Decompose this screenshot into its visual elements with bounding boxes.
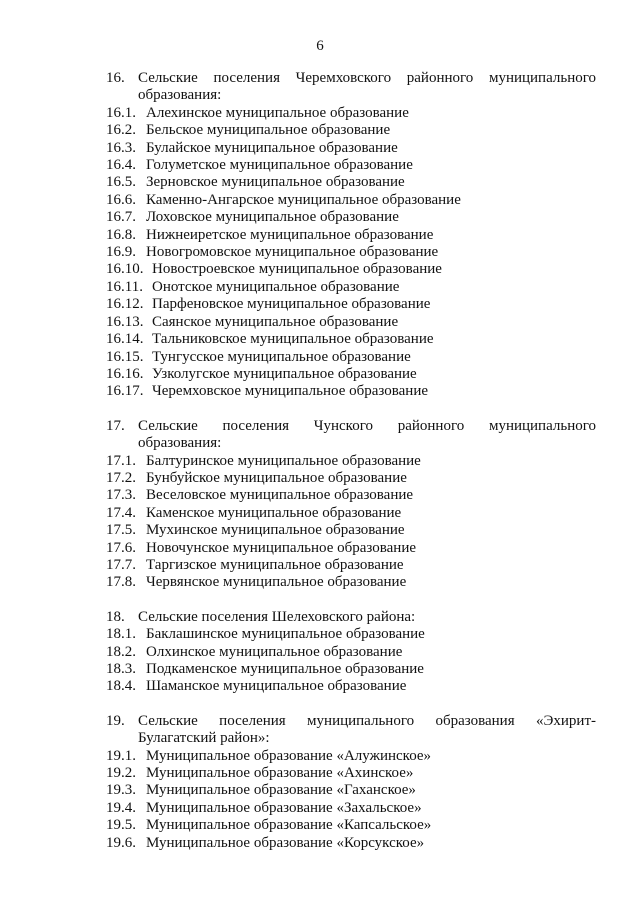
item-number: 16.8. (106, 226, 136, 243)
item-text: Мухинское муниципальное образование (146, 522, 405, 539)
list-item (106, 644, 596, 661)
list-item (106, 383, 596, 400)
item-number: 19.3. (106, 782, 136, 799)
section-19 (106, 713, 596, 852)
section-heading (106, 418, 596, 453)
item-number: 16.3. (106, 139, 136, 156)
item-number: 19.4. (106, 799, 136, 816)
list-item (106, 227, 596, 244)
item-number: 19.1. (106, 747, 136, 764)
item-text: Тальниковское муниципальное образование (152, 331, 434, 348)
item-number: 16.1. (106, 104, 136, 121)
item-number: 16.2. (106, 122, 136, 139)
item-number: 17.2. (106, 469, 136, 486)
item-number: 17.8. (106, 574, 136, 591)
item-text: Черемховское муниципальное образование (152, 383, 428, 400)
item-text: Муниципальное образование «Капсальское» (146, 817, 432, 834)
list-item (106, 349, 596, 366)
item-text: Лоховское муниципальное образование (146, 209, 399, 226)
item-number: 16.6. (106, 191, 136, 208)
item-text: Новочунское муниципальное образование (146, 539, 417, 556)
list-item (106, 765, 596, 782)
item-text: Алехинское муниципальное образование (146, 104, 409, 121)
item-number: 17.7. (106, 556, 136, 573)
section-heading (106, 609, 596, 626)
item-number: 16.5. (106, 174, 136, 191)
section-heading (106, 713, 596, 748)
section-18 (106, 609, 596, 696)
section-number: 19. (106, 712, 125, 729)
item-text: Булайское муниципальное образование (146, 139, 398, 156)
item-text: Каменское муниципальное образование (146, 504, 402, 521)
list-item (106, 505, 596, 522)
item-number: 18.4. (106, 678, 136, 695)
list-item (106, 140, 596, 157)
list-item (106, 192, 596, 209)
item-text: Муниципальное образование «Захальское» (146, 799, 422, 816)
section-16 (106, 70, 596, 401)
item-text: Шаманское муниципальное образование (146, 678, 407, 695)
item-text: Узколугское муниципальное образование (152, 365, 417, 382)
section-17 (106, 418, 596, 592)
item-number: 16.11. (106, 278, 143, 295)
page-number: 6 (316, 38, 324, 54)
list-item (106, 626, 596, 643)
list-item (106, 157, 596, 174)
item-number: 16.15. (106, 348, 144, 365)
item-text: Каменно-Ангарское муниципальное образование (146, 191, 461, 208)
list-item (106, 296, 596, 313)
list-item (106, 174, 596, 191)
list-item (106, 522, 596, 539)
list-item (106, 209, 596, 226)
item-text: Муниципальное образование «Гаханское» (146, 782, 416, 799)
list-item (106, 122, 596, 139)
item-number: 17.3. (106, 487, 136, 504)
list-item (106, 366, 596, 383)
item-number: 18.3. (106, 661, 136, 677)
item-number: 16.16. (106, 365, 144, 382)
item-text: Парфеновское муниципальное образование (152, 296, 431, 313)
list-item (106, 105, 596, 122)
item-number: 16.14. (106, 331, 144, 348)
item-number: 18.1. (106, 626, 136, 643)
section-title: Сельские поселения муниципального образования «Эхирит-Булагатский район»: (138, 712, 596, 747)
section-title: Сельские поселения Шелеховского района: (138, 608, 416, 625)
section-number: 16. (106, 70, 125, 86)
item-text: Зерновское муниципальное образование (146, 174, 405, 191)
list-item (106, 782, 596, 799)
list-item (106, 678, 596, 695)
list-item (106, 314, 596, 331)
item-text: Онотское муниципальное образование (152, 278, 400, 295)
item-number: 16.7. (106, 209, 136, 226)
section-number: 18. (106, 608, 125, 625)
document-body (106, 70, 596, 869)
item-text: Балтуринское муниципальное образование (146, 452, 421, 469)
item-text: Голуметское муниципальное образование (146, 157, 413, 174)
item-number: 19.5. (106, 817, 136, 834)
list-item (106, 453, 596, 470)
item-text: Подкаменское муниципальное образование (146, 661, 424, 677)
section-number: 17. (106, 417, 125, 434)
item-text: Червянское муниципальное образование (146, 574, 407, 591)
item-text: Муниципальное образование «Алужинское» (146, 747, 432, 764)
item-text: Таргизское муниципальное образование (146, 556, 404, 573)
list-item (106, 540, 596, 557)
item-text: Веселовское муниципальное образование (146, 487, 414, 504)
item-text: Баклашинское муниципальное образование (146, 626, 425, 643)
item-number: 18.2. (106, 643, 136, 660)
item-text: Новостроевское муниципальное образование (152, 261, 442, 278)
item-number: 19.2. (106, 765, 136, 782)
list-item (106, 661, 596, 678)
section-title: Сельские поселения Чунского районного муниципального образования: (138, 417, 596, 452)
item-text: Бельское муниципальное образование (146, 122, 391, 139)
item-text: Муниципальное образование «Ахинское» (146, 765, 414, 782)
list-item (106, 835, 596, 852)
item-number: 17.1. (106, 452, 136, 469)
item-text: Саянское муниципальное образование (152, 313, 399, 330)
section-heading (106, 70, 596, 105)
item-number: 19.6. (106, 834, 136, 851)
list-item (106, 470, 596, 487)
list-item (106, 487, 596, 504)
list-item (106, 244, 596, 261)
item-number: 16.9. (106, 244, 136, 261)
list-item (106, 574, 596, 591)
item-text: Бунбуйское муниципальное образование (146, 469, 407, 486)
item-number: 17.5. (106, 522, 136, 539)
item-number: 16.4. (106, 157, 136, 174)
list-item (106, 279, 596, 296)
item-number: 16.13. (106, 313, 144, 330)
item-number: 17.4. (106, 504, 136, 521)
item-text: Нижнеиретское муниципальное образование (146, 226, 434, 243)
list-item (106, 800, 596, 817)
list-item (106, 748, 596, 765)
list-item (106, 261, 596, 278)
item-number: 16.12. (106, 296, 144, 313)
item-number: 16.10. (106, 261, 144, 278)
item-text: Олхинское муниципальное образование (146, 643, 403, 660)
section-title: Сельские поселения Черемховского районного муниципального образования: (138, 70, 596, 104)
list-item (106, 817, 596, 834)
item-text: Новогромовское муниципальное образование (146, 244, 439, 261)
item-number: 16.17. (106, 383, 144, 400)
item-number: 17.6. (106, 539, 136, 556)
list-item (106, 557, 596, 574)
item-text: Муниципальное образование «Корсукское» (146, 834, 425, 851)
list-item (106, 331, 596, 348)
item-text: Тунгусское муниципальное образование (152, 348, 411, 365)
